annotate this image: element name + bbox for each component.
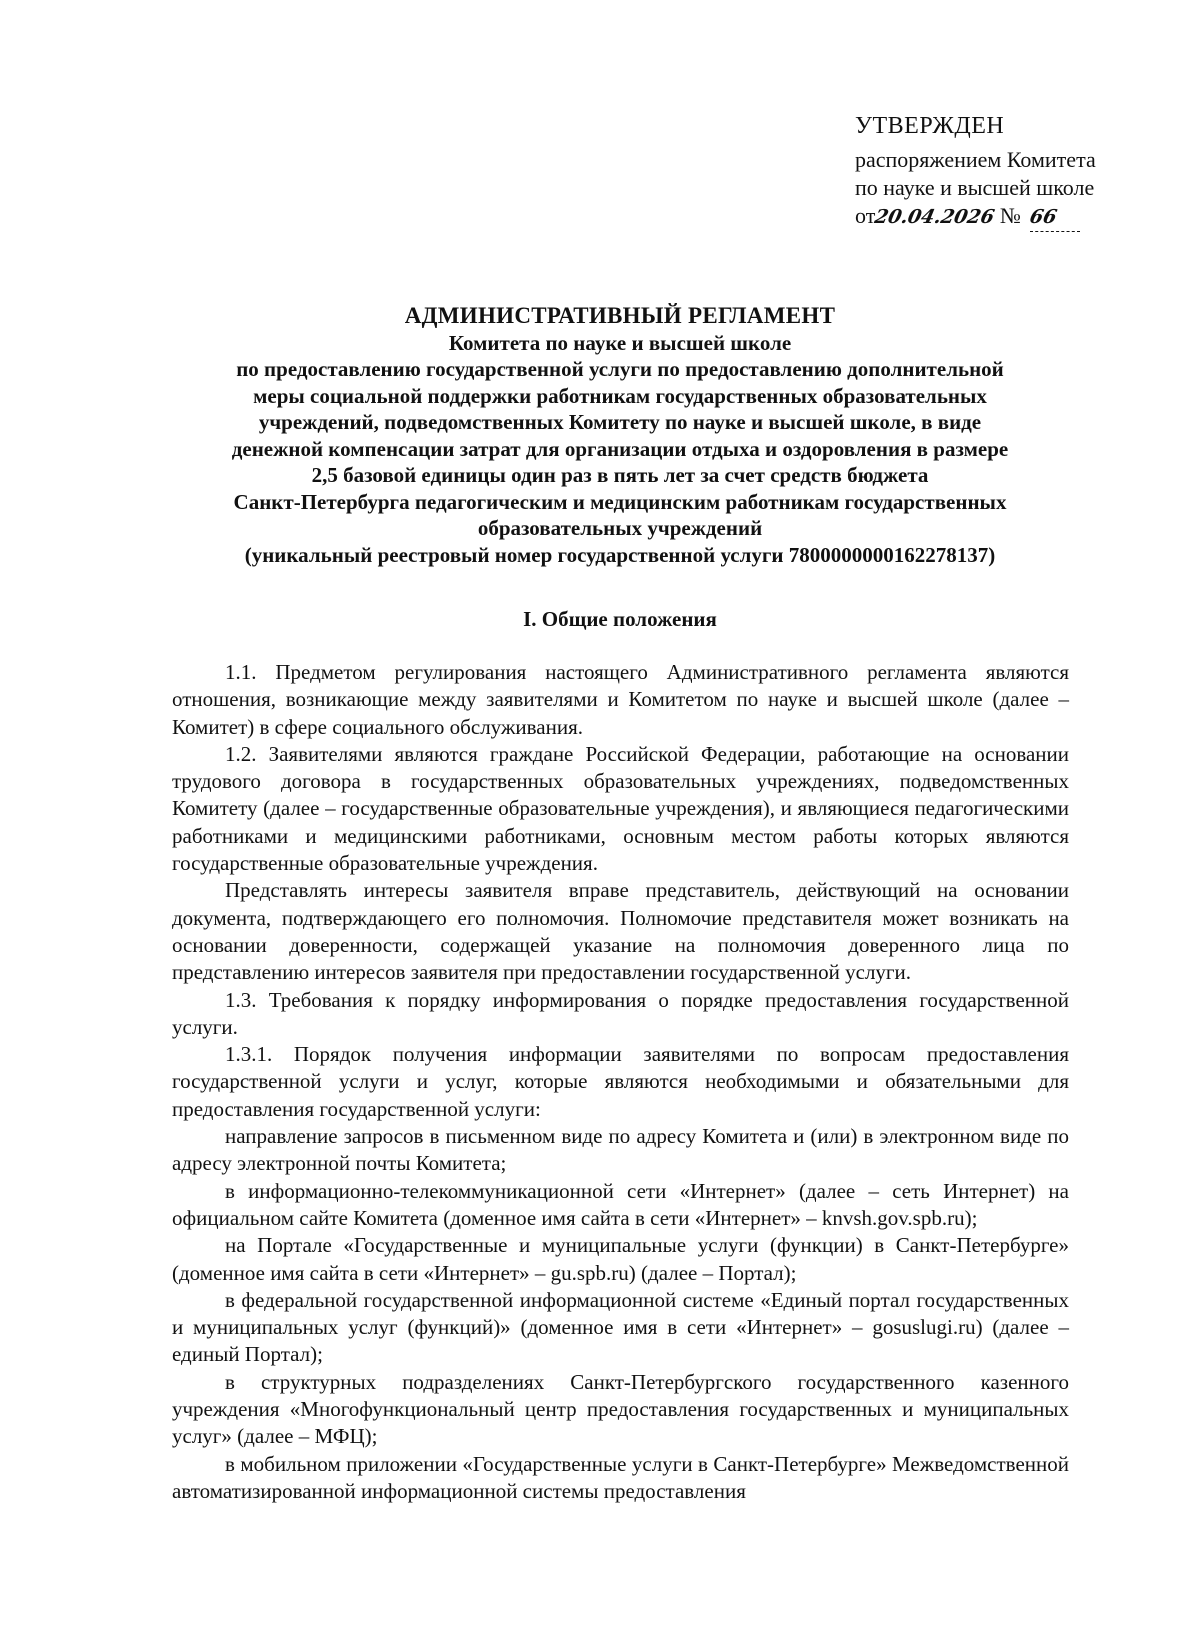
paragraph: направление запросов в письменном виде по адресу Комитета и (или) в электронном виде по адресу электронной почты Комитета;: [172, 1124, 1069, 1176]
paragraph: на Портале «Государственные и муниципальные услуги (функции) в Санкт-Петербурге» (доменное имя сайта в сети «Интернет» – gu.spb.ru) (далее – Портал);: [172, 1233, 1069, 1285]
paragraph: 1.1. Предметом регулирования настоящего Административного регламента являются отношения, возникающие между заявителями и Комитетом по науке и высшей школе (далее – Комитет) в сфере социального обслуживания.: [172, 660, 1069, 739]
paragraph: в информационно-телекоммуникационной сети «Интернет» (далее – сеть Интернет) на официальном сайте Комитета (доменное имя сайта в сети «Интернет» – knvsh.gov.spb.ru);: [172, 1178, 1069, 1230]
date-prefix: от: [855, 203, 876, 228]
approval-date-line: [855, 202, 1155, 232]
paragraph: Представлять интересы заявителя вправе представитель, действующий на основании документа, подтверждающего его полномочия. Полномочие представителя может возникать на основании доверенности, содержащей указание на полномочия доверенного лица по представлению интересов заявителя при предоставлении государственной услуги.: [172, 878, 1069, 985]
handwritten-number: 66: [1027, 206, 1060, 228]
number-prefix: №: [999, 203, 1021, 228]
approval-heading: УТВЕРЖДЕН: [855, 113, 1005, 139]
section-heading: I. Общие положения: [523, 607, 717, 631]
title-line: образовательных учреждений: [477, 516, 763, 540]
document-body: [172, 659, 1069, 1505]
paragraph: 1.2. Заявителями являются граждане Российской Федерации, работающие на основании трудового договора в государственных образовательных учреждениях, подведомственных Комитету (далее – государственные образовательные учреждения), и являющиеся педагогическими работниками и медицинскими работниками, основным местом работы которых являются государственные образовательные учреждения.: [172, 741, 1069, 876]
approval-line-1: распоряжением Комитета: [855, 147, 1096, 172]
paragraph: в структурных подразделениях Санкт-Петербургского государственного казенного учреждения «Многофункциональный центр предоставления государственных и муниципальных услуг» (далее – МФЦ);: [172, 1369, 1069, 1449]
title-main: АДМИНИСТРАТИВНЫЙ РЕГЛАМЕНТ: [404, 303, 836, 328]
title-line: (уникальный реестровый номер государственной услуги 7800000000162278137): [244, 542, 996, 567]
title-line: меры социальной поддержки работникам государственных образовательных: [253, 383, 987, 408]
handwritten-date: 20.04.2026: [872, 206, 997, 228]
title-line: 2,5 базовой единицы один раз в пять лет за счет средств бюджета: [311, 463, 929, 487]
paragraph: 1.3. Требования к порядку информирования о порядке предоставления государственной услуги.: [172, 987, 1069, 1039]
approval-line-2: по науке и высшей школе: [855, 175, 1095, 200]
title-line: Санкт-Петербурга педагогическим и медицинским работникам государственных: [233, 489, 1007, 514]
title-line: Комитета по науке и высшей школе: [448, 330, 792, 355]
title-line: по предоставлению государственной услуги по предоставлению дополнительной: [236, 357, 1004, 381]
number-blank: [1027, 202, 1080, 232]
paragraph: 1.3.1. Порядок получения информации заявителями по вопросам предоставления государственной услуги и услуг, которые являются необходимыми и обязательными для предоставления государственной услуги:: [172, 1042, 1069, 1121]
paragraph: в мобильном приложении «Государственные услуги в Санкт-Петербурге» Межведомственной автоматизированной информационной системы предоставления: [172, 1451, 1069, 1503]
approval-stamp: [855, 112, 1155, 232]
document-title: [180, 303, 1060, 568]
title-line: учреждений, подведомственных Комитету по науке и высшей школе, в виде: [258, 410, 982, 434]
title-line: денежной компенсации затрат для организации отдыха и оздоровления в размере: [231, 436, 1009, 461]
paragraph: в федеральной государственной информационной системе «Единый портал государственных и муниципальных услуг (функций)» (доменное имя в сети «Интернет» – gosuslugi.ru) (далее – единый Портал);: [172, 1287, 1069, 1367]
